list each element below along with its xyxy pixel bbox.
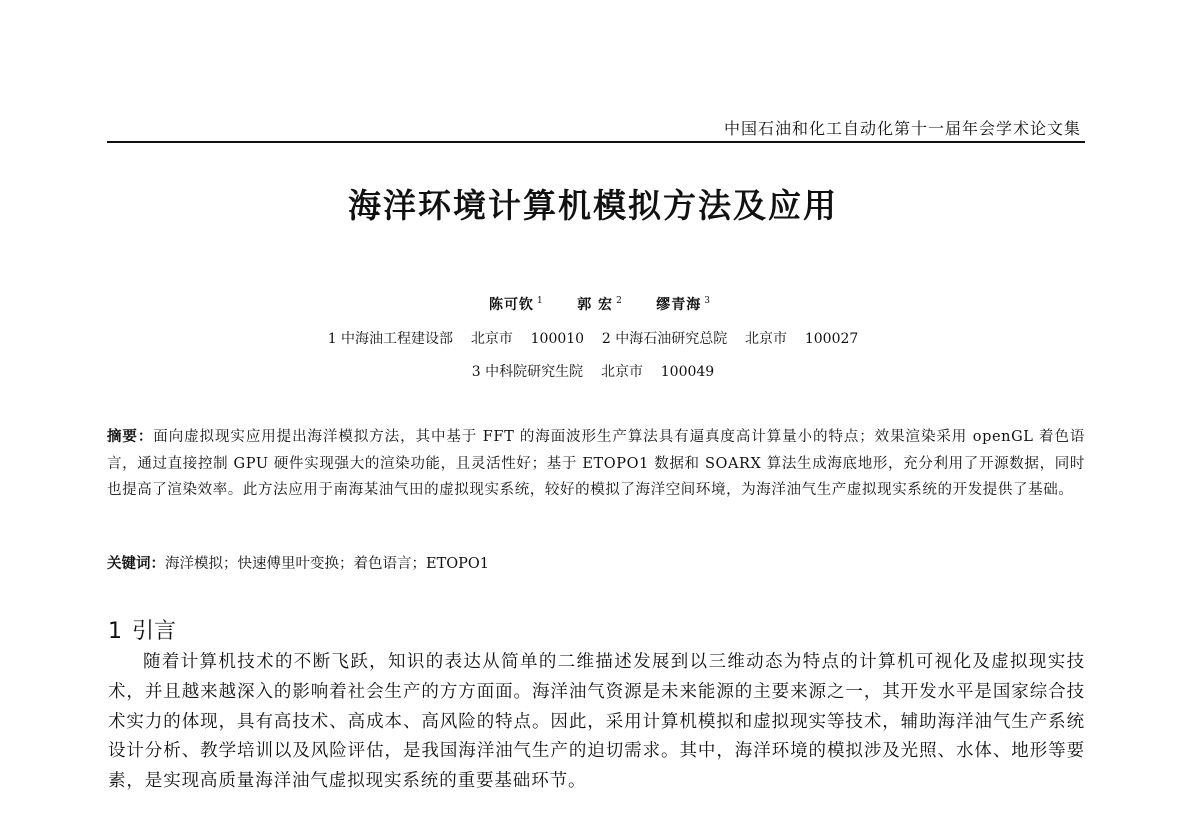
author-1 [489, 297, 544, 313]
author-3 [656, 297, 711, 313]
abstract-text: 面向虚拟现实应用提出海洋模拟方法，其中基于 FFT 的海面波形生产算法具有逼真度高计算量小的特点；效果渲染采用 openGL 着色语言，通过直接控制 GPU 硬件实现强大的渲染功能，且灵活性好；基于 ETOPO1 数据和 SOARX 算法生成海底地形，充分利用了开源数据，同时也提高了渲染效率。此方法应用于南海某油气田的虚拟现实系统，较好的模拟了海洋空间环境，为海洋油气生产虚拟现实系统的开发提供了基础。 [107, 429, 1085, 498]
affiliation-line-1: 1 中海油工程建设部 北京市 100010 2 中海石油研究总院 北京市 100027 [327, 331, 859, 347]
keywords [107, 554, 1085, 574]
author-name: 陈可钦 [489, 297, 534, 313]
affiliation-mark: 3 [704, 296, 711, 307]
abstract-label: 摘要： [107, 428, 154, 445]
affiliation-mark: 2 [616, 296, 623, 307]
author-name: 郭 宏 [577, 297, 614, 313]
keywords-label: 关键词： [107, 555, 165, 572]
affiliation-mark: 1 [537, 296, 544, 307]
affiliation-line-2: 3 中科院研究生院 北京市 100049 [471, 364, 715, 380]
running-header: 中国石油和化工自动化第十一届年会学术论文集 [723, 119, 1081, 138]
section-title: 引言 [132, 619, 177, 644]
abstract [107, 424, 1085, 504]
paper-title: 海洋环境计算机模拟方法及应用 [348, 186, 838, 225]
author-list [0, 294, 1200, 314]
section-heading [108, 614, 176, 645]
author-2 [577, 297, 623, 313]
keywords-text: 海洋模拟；快速傅里叶变换；着色语言；ETOPO1 [165, 556, 490, 572]
section-paragraph: 随着计算机技术的不断飞跃，知识的表达从简单的二维描述发展到以三维动态为特点的计算机可视化及虚拟现实技术，并且越来越深入的影响着社会生产的方方面面。海洋油气资源是未来能源的主要来源之一，其开发水平是国家综合技术实力的体现，具有高技术、高成本、高风险的特点。因此，采用计算机模拟和虚拟现实等技术，辅助海洋油气生产系统设计分析、教学培训以及风险评估，是我国海洋油气生产的迫切需求。其中，海洋环境的模拟涉及光照、水体、地形等要素，是实现高质量海洋油气虚拟现实系统的重要基础环节。 [108, 652, 1085, 792]
section-number: 1 [108, 619, 122, 644]
header-rule [107, 141, 1085, 143]
author-name: 缪青海 [656, 297, 702, 313]
